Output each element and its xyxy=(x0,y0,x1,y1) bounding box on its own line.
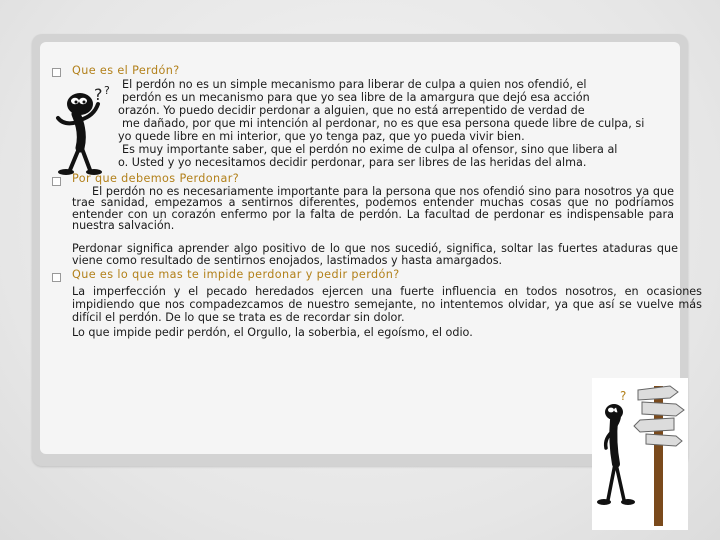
section-heading-impide-perdonar: Que es lo que mas te impide perdonar y pedir perdón? xyxy=(72,268,400,281)
section1-line: o. Usted y yo necesitamos decidir perdonar, para ser libres de las heridas del alma. xyxy=(118,156,587,169)
svg-text:?: ? xyxy=(94,85,103,104)
section-heading-por-que-perdonar: Por que debemos Perdonar? xyxy=(72,172,240,185)
section1-line: me dañado, por que mi intención al perdonar, no es que esa persona quede libre de culpa, si xyxy=(122,117,645,130)
svg-text:?: ? xyxy=(104,84,110,97)
section1-line: orazón. Yo puedo decidir perdonar a alguien, que no está arrepentido de verdad de xyxy=(118,104,585,117)
section1-line: perdón es un mecanismo para que yo sea libre de la amargura que dejó esa acción xyxy=(122,91,590,104)
section2-paragraph: Perdonar significa aprender algo positivo de lo que nos sucedió, significa, soltar las fuertes ataduras que viene como resultado de sentirnos enojados, lastimados y hasta amargados. xyxy=(72,242,678,267)
section3-paragraph: Lo que impide pedir perdón, el Orgullo, la soberbia, el egoísmo, el odio. xyxy=(72,326,473,339)
section1-line: yo quede libre en mi interior, que yo tenga paz, que yo pueda vivir bien. xyxy=(118,130,525,143)
bullet-icon xyxy=(52,68,61,77)
section2-paragraph: El perdón no es necesariamente importante para la persona que nos ofendió sino para nosotros ya que trae sanidad, empezamos a sentirnos diferentes, podemos entender muchas cosas que no podríamos entender con un corazón enfermo por la falta de perdón. La facultad de perdonar es indispensable para nuestra salvación. xyxy=(72,185,674,233)
section3-paragraph: La imperfección y el pecado heredados ejercen una fuerte influencia en todos nosotros, en ocasiones impidiendo que nos compadezcamos de nuestro semejante, no intentemos olvidar, ya que así se vuelve más difícil el perdón. De lo que se trata es de recordar sin dolor. xyxy=(72,285,702,324)
thinking-figure-icon xyxy=(50,82,126,178)
bullet-icon xyxy=(52,177,61,186)
svg-text:?: ? xyxy=(620,389,627,403)
bullet-icon xyxy=(52,273,61,282)
section1-line: El perdón no es un simple mecanismo para liberar de culpa a quien nos ofendió, el xyxy=(122,78,587,91)
section1-line: Es muy importante saber, que el perdón no exime de culpa al ofensor, sino que libera al xyxy=(122,143,618,156)
section-heading-perdon: Que es el Perdón? xyxy=(72,64,180,77)
signpost-figure-icon xyxy=(592,378,688,530)
